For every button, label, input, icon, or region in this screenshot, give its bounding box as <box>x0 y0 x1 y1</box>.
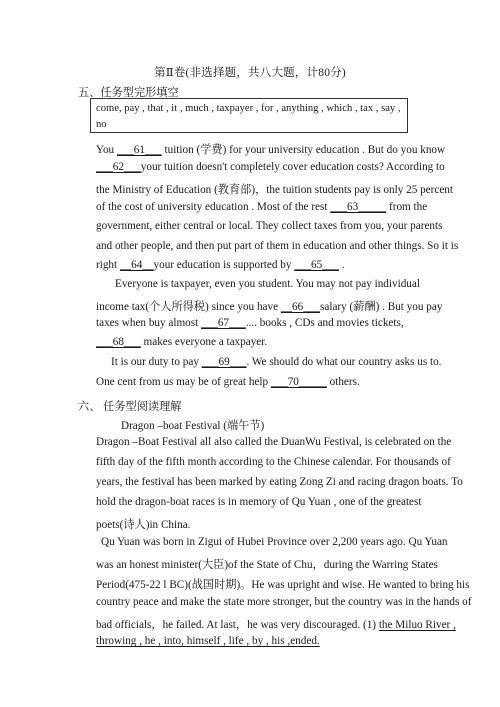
reading-line <box>96 516 190 532</box>
reading-line <box>96 476 463 488</box>
cloze-line <box>96 181 453 197</box>
reading-line <box>96 556 438 572</box>
text-segment: salary (薪酬) . But you pay <box>320 301 443 313</box>
cloze-line <box>96 141 445 157</box>
text-segment: taxes when buy almost <box>96 317 202 329</box>
text-segment: was an honest minister(大臣)of the State of Chu，during the Warring States <box>96 559 438 571</box>
reading-line <box>96 436 451 448</box>
text-segment: tuition (学费) for your university education . But do you know <box>161 144 446 156</box>
blank-segment: the Miluo River , <box>378 619 456 631</box>
blank-segment: ___68___ <box>96 336 141 348</box>
blank-segment: ___61___ <box>116 144 162 156</box>
text-segment: income tax(个人所得税) since you have <box>96 301 281 313</box>
cloze-line <box>111 356 441 368</box>
text-segment: from the <box>386 201 428 213</box>
text-segment: government, either central or local. They collect taxes from you, your parents <box>96 220 443 232</box>
reading-line <box>96 635 320 647</box>
text-segment: . We should do what our country asks us to. <box>246 356 442 368</box>
cloze-line <box>96 259 345 271</box>
section-6-heading: 六、 任务型阅读理解 <box>78 401 182 413</box>
text-segment: of the cost of university education . Most of the rest <box>96 201 331 213</box>
cloze-line <box>115 278 420 290</box>
blank-segment: ___63_____ <box>330 201 387 213</box>
cloze-line <box>96 376 360 388</box>
exam-title: 第Ⅱ卷(非选择题，共八大题，计80分) <box>154 67 346 79</box>
word-bank-line: no <box>96 119 107 130</box>
reading-line <box>101 536 448 548</box>
blank-segment: ___62___ <box>96 161 141 173</box>
text-segment: your tuition doesn't completely cover education costs? According to <box>140 161 445 173</box>
cloze-line <box>96 201 427 213</box>
cloze-line <box>96 298 442 314</box>
text-segment: Everyone is taxpayer, even you student. You may not pay individual <box>115 278 420 290</box>
blank-segment: __64__ <box>119 259 154 271</box>
text-segment: and other people, and then put part of them in education and other things. So it is <box>96 240 459 252</box>
text-segment: Qu Yuan was born in Zigui of Hubei Province over 2,200 years ago. Qu Yuan <box>101 536 448 548</box>
cloze-line <box>96 317 404 329</box>
blank-segment: ___70_____ <box>270 376 327 388</box>
text-segment: right <box>96 259 120 271</box>
text-segment: It is our duty to pay <box>111 356 202 368</box>
cloze-line <box>96 336 267 348</box>
text-segment: . <box>339 259 345 271</box>
blank-segment: __66___ <box>280 301 321 313</box>
text-segment: hold the dragon-boat races is in memory of Qu Yuan , one of the greatest <box>96 496 422 508</box>
text-segment: fifth day of the fifth month according to the Chinese calendar. For thousands of <box>96 456 451 468</box>
blank-segment: ___67___ <box>201 317 246 329</box>
passage-title: Dragon –boat Festival (端午节) <box>121 420 265 432</box>
reading-line <box>96 576 469 592</box>
cloze-line <box>96 240 458 252</box>
text-segment: Dragon –Boat Festival all also called the DuanWu Festival, is celebrated on the <box>96 436 452 448</box>
blank-segment: throwing , he , into, himself , life , by , his ,ended. <box>96 635 320 647</box>
text-segment: the Ministry of Education (教育部)，the tuition students pay is only 25 percent <box>96 184 454 196</box>
text-segment: bad officials，he failed. At last，he was very discouraged. (1) <box>96 619 379 631</box>
text-segment: country peace and make the state more stronger, but the country was in the hands of <box>96 596 472 608</box>
text-segment: You <box>96 144 117 156</box>
cloze-line <box>96 220 442 232</box>
text-segment: others. <box>326 376 360 388</box>
cloze-line <box>96 161 445 173</box>
reading-line <box>96 456 451 468</box>
reading-line <box>96 496 421 508</box>
text-segment: years, the festival has been marked by eating Zong Zi and racing dragon boats. To <box>96 476 463 488</box>
text-segment: Period(475-22 l BC)(战国时期)。He was upright and wise. He wanted to bring his <box>96 579 470 591</box>
word-bank-line: come, pay , that , it , much , taxpayer , for , anything , which , tax , say , <box>96 103 401 114</box>
reading-line <box>96 616 456 632</box>
text-segment: poets(诗人)in China. <box>96 519 191 531</box>
text-segment: One cent from us may be of great help <box>96 376 271 388</box>
blank-segment: ___69___ <box>201 356 247 368</box>
text-segment: makes everyone a taxpayer. <box>140 336 268 348</box>
text-segment: .... books , CDs and movies tickets, <box>245 317 404 329</box>
section-5-heading: 五、任务型完形填空 <box>78 87 179 99</box>
text-segment: your education is supported by <box>153 259 295 271</box>
word-bank-box <box>90 98 408 133</box>
blank-segment: ___65___ <box>294 259 340 271</box>
reading-line <box>96 596 471 608</box>
